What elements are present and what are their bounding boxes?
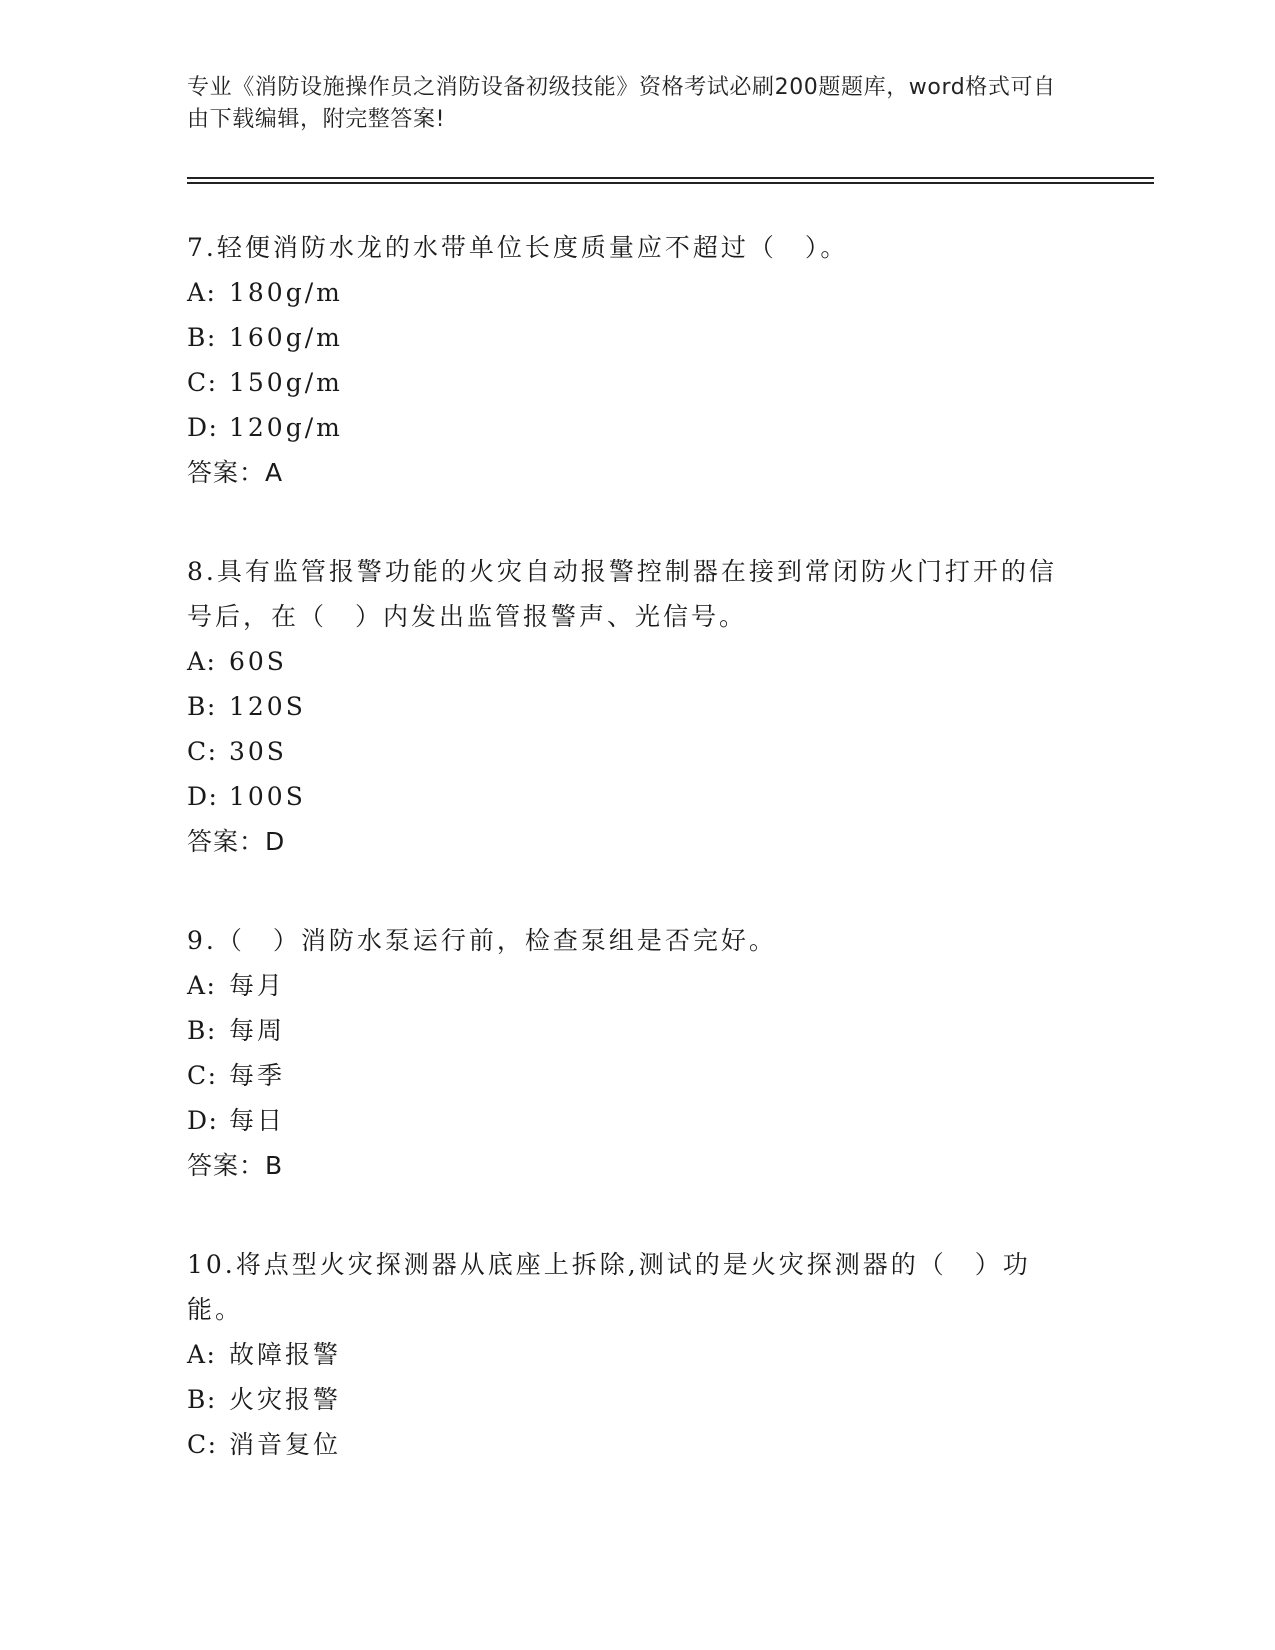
question-text: 7.轻便消防水龙的水带单位长度质量应不超过（ ）。 [187,233,849,262]
option-key: A: [187,278,217,307]
option-key: B: [187,1016,217,1045]
option-key: A: [187,647,217,676]
option-key: B: [187,692,217,721]
option-value: 火灾报警 [229,1385,342,1414]
question-9 [187,918,1067,1188]
option-c [187,360,1067,405]
option-key: C: [187,368,218,397]
option-key: C: [187,737,218,766]
header-divider-bottom [187,182,1154,184]
answer: 答案：B [187,1151,284,1180]
option-key: A: [187,971,217,1000]
option-key: B: [187,1385,217,1414]
answer: 答案：A [187,458,284,487]
option-c [187,1422,1067,1467]
option-d [187,774,1067,819]
option-value: 100S [229,782,306,811]
option-key: A: [187,1340,217,1369]
option-a [187,270,1067,315]
document-intro: 专业《消防设施操作员之消防设备初级技能》资格考试必刷200题题库，word格式可自由下载编辑，附完整答案! [187,75,1056,132]
option-value: 每月 [229,971,286,1000]
option-value: 120S [229,692,306,721]
option-b [187,315,1067,360]
option-key: D: [187,1106,219,1135]
option-value: 150g/m [229,368,343,397]
option-value: 180g/m [229,278,343,307]
option-b [187,1377,1067,1422]
option-value: 30S [229,737,287,766]
option-key: B: [187,323,217,352]
option-a [187,1332,1067,1377]
question-10 [187,1242,1067,1467]
option-key: D: [187,413,219,442]
option-value: 160g/m [229,323,343,352]
header-divider-top [187,177,1154,179]
option-value: 每周 [229,1016,286,1045]
option-a [187,639,1067,684]
option-value: 120g/m [229,413,343,442]
option-d [187,405,1067,450]
option-value: 消音复位 [229,1430,342,1459]
option-a [187,963,1067,1008]
question-text: 9.（ ）消防水泵运行前，检查泵组是否完好。 [187,926,777,955]
option-d [187,1098,1067,1143]
option-c [187,1053,1067,1098]
option-c [187,729,1067,774]
question-text: 8.具有监管报警功能的火灾自动报警控制器在接到常闭防火门打开的信号后，在（ ）内发出监管报警声、光信号。 [187,557,1057,631]
option-key: D: [187,782,219,811]
question-text: 10.将点型火灾探测器从底座上拆除,测试的是火灾探测器的（ ）功能。 [187,1250,1031,1324]
option-key: C: [187,1061,218,1090]
option-value: 每季 [229,1061,286,1090]
option-key: C: [187,1430,218,1459]
option-b [187,684,1067,729]
answer: 答案：D [187,827,286,856]
option-b [187,1008,1067,1053]
option-value: 60S [229,647,287,676]
question-7 [187,225,1067,495]
question-8 [187,549,1067,864]
option-value: 故障报警 [229,1340,342,1369]
option-value: 每日 [229,1106,286,1135]
